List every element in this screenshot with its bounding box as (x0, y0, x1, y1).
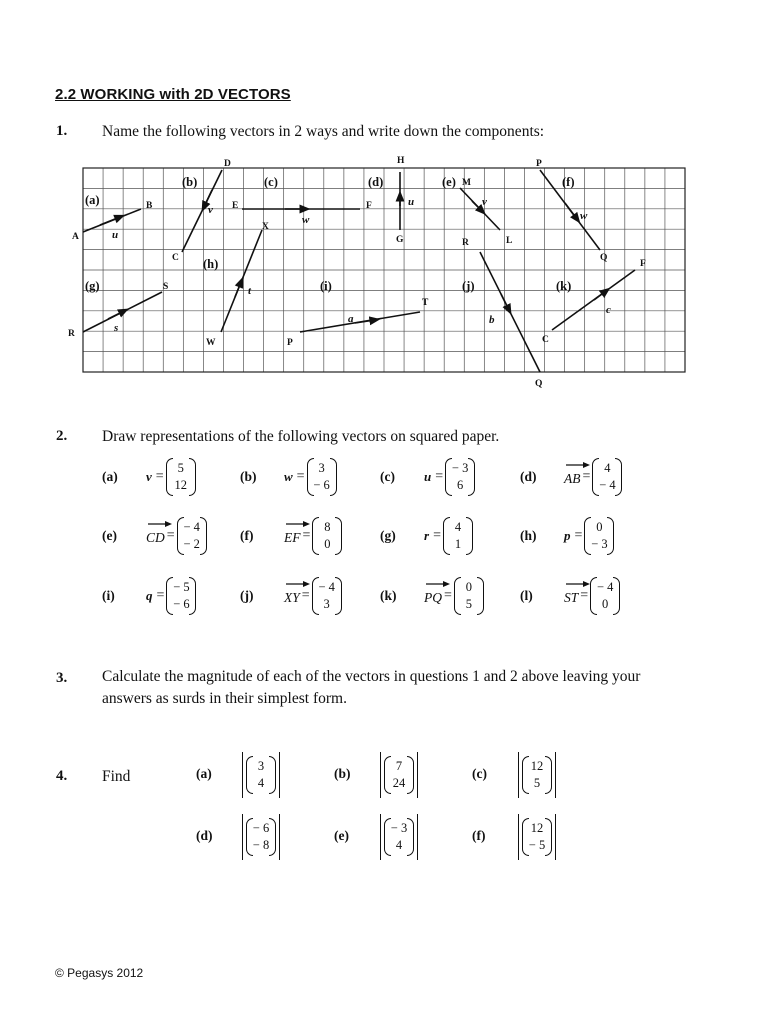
svg-text:D: D (224, 159, 231, 169)
column-vector-bottom: − 4 (599, 478, 616, 492)
vector-name: r (424, 528, 430, 543)
question-1-text: Name the following vectors in 2 ways and write down the components: (102, 123, 545, 140)
question-2-vector (564, 577, 620, 615)
svg-text:t: t (248, 285, 252, 297)
svg-text:R: R (462, 238, 469, 248)
column-vector-top: 7 (395, 759, 403, 773)
column-vector-top: 3 (318, 461, 325, 475)
equals-sign: = (574, 528, 583, 543)
svg-text:s: s (114, 322, 119, 334)
vector-name: p (564, 528, 571, 543)
column-vector-bottom: 4 (257, 776, 265, 790)
svg-text:u: u (408, 196, 415, 208)
column-vector-bottom: − 5 (528, 838, 546, 852)
column-vector (384, 818, 414, 856)
column-vector (312, 577, 342, 615)
magnitude-expression (242, 814, 280, 860)
vector-name: v (146, 469, 152, 484)
vector-name: ST (564, 590, 579, 605)
question-4-text: Find (102, 768, 131, 785)
magnitude-expression (518, 814, 556, 860)
question-4-part-label: (a) (196, 766, 212, 781)
equals-sign: = (296, 469, 305, 484)
footer-copyright: © Pegasys 2012 (55, 966, 144, 980)
question-1-number: 1. (56, 123, 68, 139)
svg-text:F: F (366, 201, 372, 211)
vector-name: w (284, 469, 293, 484)
question-4-number: 4. (56, 768, 68, 784)
question-4-part-label: (e) (334, 828, 349, 843)
equals-sign: = (580, 588, 589, 603)
svg-text:(c): (c) (264, 175, 278, 189)
column-vector-top: 4 (604, 461, 611, 475)
question-2-part-label: (c) (380, 469, 395, 484)
vector-g-line (83, 292, 162, 332)
equals-sign: = (155, 469, 164, 484)
magnitude-expression (242, 752, 280, 798)
svg-text:C: C (542, 335, 549, 345)
vector-name-with-arrow (564, 586, 578, 606)
svg-text:R: R (68, 329, 75, 339)
column-vector-bottom: 6 (457, 478, 464, 492)
svg-text:A: A (72, 232, 79, 242)
column-vector-bottom: − 6 (313, 478, 330, 492)
equals-sign: = (435, 469, 444, 484)
column-vector-top: 0 (596, 520, 603, 534)
magnitude-expression (380, 814, 418, 860)
column-vector-top: 3 (257, 759, 265, 773)
question-2-vector (146, 577, 196, 615)
svg-text:Q: Q (600, 253, 608, 263)
svg-text:E: E (232, 201, 239, 211)
column-vector-bottom: 1 (454, 537, 462, 551)
svg-text:(k): (k) (556, 279, 572, 293)
vector-name: q (146, 588, 153, 603)
svg-text:T: T (422, 298, 429, 308)
column-vector (443, 517, 473, 555)
question-2-part-label: (b) (240, 469, 257, 484)
question-2-text: Draw representations of the following vectors on squared paper. (102, 428, 500, 445)
column-vector-top: − 4 (318, 580, 335, 594)
svg-text:P: P (287, 338, 293, 348)
vector-name: AB (564, 471, 581, 486)
equals-sign: = (156, 588, 165, 603)
vector-a-line (83, 209, 141, 232)
equals-sign: = (302, 528, 311, 543)
column-vector-top: − 4 (183, 520, 200, 534)
question-2-part-label: (f) (240, 528, 254, 543)
question-2-vector (424, 517, 473, 555)
question-3-text (102, 666, 640, 710)
question-2-vector (424, 458, 475, 496)
column-vector-top: 8 (324, 520, 331, 534)
vector-name: CD (146, 530, 165, 545)
question-2-vector (146, 517, 207, 555)
column-vector (522, 818, 552, 856)
vector-arrow-icon (148, 520, 172, 528)
svg-text:u: u (112, 229, 119, 241)
column-vector-bottom: 5 (533, 776, 541, 790)
column-vector (166, 458, 196, 496)
question-2-vector (284, 458, 337, 496)
question-2-part-label: (j) (240, 588, 254, 603)
question-2-vector (284, 517, 342, 555)
column-vector-top: − 6 (252, 821, 270, 835)
svg-text:v: v (482, 196, 487, 208)
column-vector-top: − 4 (596, 580, 614, 594)
question-2-vector (564, 517, 614, 555)
column-vector-bottom: 5 (465, 597, 473, 611)
vector-name: u (424, 469, 432, 484)
column-vector-top: 5 (177, 461, 184, 475)
question-4-part-label: (d) (196, 828, 213, 843)
svg-text:L: L (506, 236, 513, 246)
column-vector (177, 517, 207, 555)
vector-k-line (552, 270, 635, 330)
question-3-number: 3. (56, 670, 68, 686)
question-4-part-label: (c) (472, 766, 487, 781)
svg-text:(d): (d) (368, 175, 384, 189)
column-vector-bottom: − 8 (252, 838, 270, 852)
column-vector (312, 517, 342, 555)
column-vector-bottom: 12 (174, 478, 187, 492)
vector-name: XY (284, 590, 300, 605)
svg-text:B: B (146, 201, 153, 211)
magnitude-expression (380, 752, 418, 798)
question-2-part-label: (k) (380, 588, 397, 603)
svg-text:G: G (396, 235, 404, 245)
question-2-part-label: (g) (380, 528, 396, 543)
question-2-number: 2. (56, 428, 68, 444)
svg-text:v: v (208, 204, 213, 216)
column-vector-bottom: 3 (323, 597, 330, 611)
column-vector-top: − 5 (173, 580, 190, 594)
svg-text:(i): (i) (320, 279, 332, 293)
svg-text:(a): (a) (85, 193, 100, 207)
vector-name-with-arrow (146, 526, 165, 546)
page-title: 2.2 WORKING with 2D VECTORS (55, 86, 291, 103)
vector-i-line (300, 312, 420, 332)
svg-text:w: w (302, 214, 310, 226)
question-2-vector (564, 458, 622, 496)
question-3-line-1: Calculate the magnitude of each of the vectors in questions 1 and 2 above leaving your (102, 668, 641, 685)
column-vector-bottom: 0 (602, 597, 609, 611)
column-vector-top: 4 (454, 520, 462, 534)
question-4-part-label: (f) (472, 828, 486, 843)
vector-arrow-icon (286, 520, 310, 528)
svg-text:C: C (172, 253, 179, 263)
svg-text:(j): (j) (462, 279, 475, 293)
column-vector (590, 577, 620, 615)
vector-arrow-icon (566, 580, 590, 588)
column-vector-top: − 3 (390, 821, 408, 835)
vector-name: PQ (424, 590, 442, 605)
vector-f-line (540, 170, 600, 250)
column-vector (445, 458, 475, 496)
column-vector (384, 756, 414, 794)
question-3-line-2: answers as surds in their simplest form. (102, 690, 347, 707)
vector-name-with-arrow (424, 586, 442, 606)
vector-name-with-arrow (284, 526, 301, 546)
svg-text:w: w (580, 210, 588, 222)
column-vector-bottom: − 2 (183, 537, 200, 551)
column-vector (584, 517, 614, 555)
question-2-part-label: (d) (520, 469, 537, 484)
svg-text:(f): (f) (562, 175, 575, 189)
svg-text:X: X (262, 222, 269, 232)
column-vector (246, 818, 276, 856)
column-vector-bottom: − 6 (173, 597, 190, 611)
question-2-part-label: (i) (102, 588, 115, 603)
vector-e-line (460, 188, 500, 230)
column-vector (454, 577, 484, 615)
vector-h-line (221, 230, 262, 332)
svg-text:P: P (536, 159, 542, 169)
column-vector-top: 12 (530, 821, 544, 835)
question-2-part-label: (e) (102, 528, 117, 543)
column-vector (166, 577, 196, 615)
question-2-part-label: (a) (102, 469, 118, 484)
vector-arrow-icon (566, 461, 590, 469)
equals-sign: = (582, 469, 591, 484)
vector-arrow-icon (286, 580, 310, 588)
column-vector-bottom: − 3 (591, 537, 608, 551)
column-vector-top: 0 (465, 580, 473, 594)
column-vector (592, 458, 622, 496)
column-vector-bottom: 24 (392, 776, 406, 790)
svg-text:c: c (606, 304, 611, 316)
question-2-vector (424, 577, 484, 615)
column-vector (246, 756, 276, 794)
svg-text:a: a (348, 313, 354, 325)
question-2-vector (146, 458, 196, 496)
column-vector (307, 458, 337, 496)
svg-text:Q: Q (535, 379, 543, 389)
equals-sign: = (433, 528, 441, 543)
vector-b-line (182, 170, 222, 252)
svg-text:(e): (e) (442, 175, 456, 189)
question-2-part-label: (h) (520, 528, 537, 543)
svg-text:W: W (206, 338, 216, 348)
vector-name-with-arrow (564, 467, 581, 487)
vector-name-with-arrow (284, 586, 300, 606)
question-2-vector (284, 577, 342, 615)
column-vector-top: − 3 (451, 461, 469, 475)
question-4-part-label: (b) (334, 766, 351, 781)
column-vector (522, 756, 552, 794)
svg-text:S: S (163, 282, 169, 292)
equals-sign: = (444, 588, 452, 603)
vector-name: EF (284, 530, 301, 545)
equals-sign: = (301, 588, 310, 603)
magnitude-expression (518, 752, 556, 798)
svg-text:M: M (462, 178, 471, 188)
column-vector-top: 12 (530, 759, 544, 773)
column-vector-bottom: 4 (395, 838, 403, 852)
svg-text:(b): (b) (182, 175, 198, 189)
question-2-part-label: (l) (520, 588, 533, 603)
svg-text:(h): (h) (203, 257, 219, 271)
svg-text:b: b (489, 314, 495, 326)
column-vector-bottom: 0 (324, 537, 331, 551)
vector-j-line (480, 252, 540, 372)
equals-sign: = (166, 528, 175, 543)
svg-text:(g): (g) (85, 279, 100, 293)
svg-text:F: F (640, 259, 646, 269)
vector-arrow-icon (426, 580, 450, 588)
vector-a-arrow (100, 217, 120, 225)
svg-text:H: H (397, 156, 405, 166)
